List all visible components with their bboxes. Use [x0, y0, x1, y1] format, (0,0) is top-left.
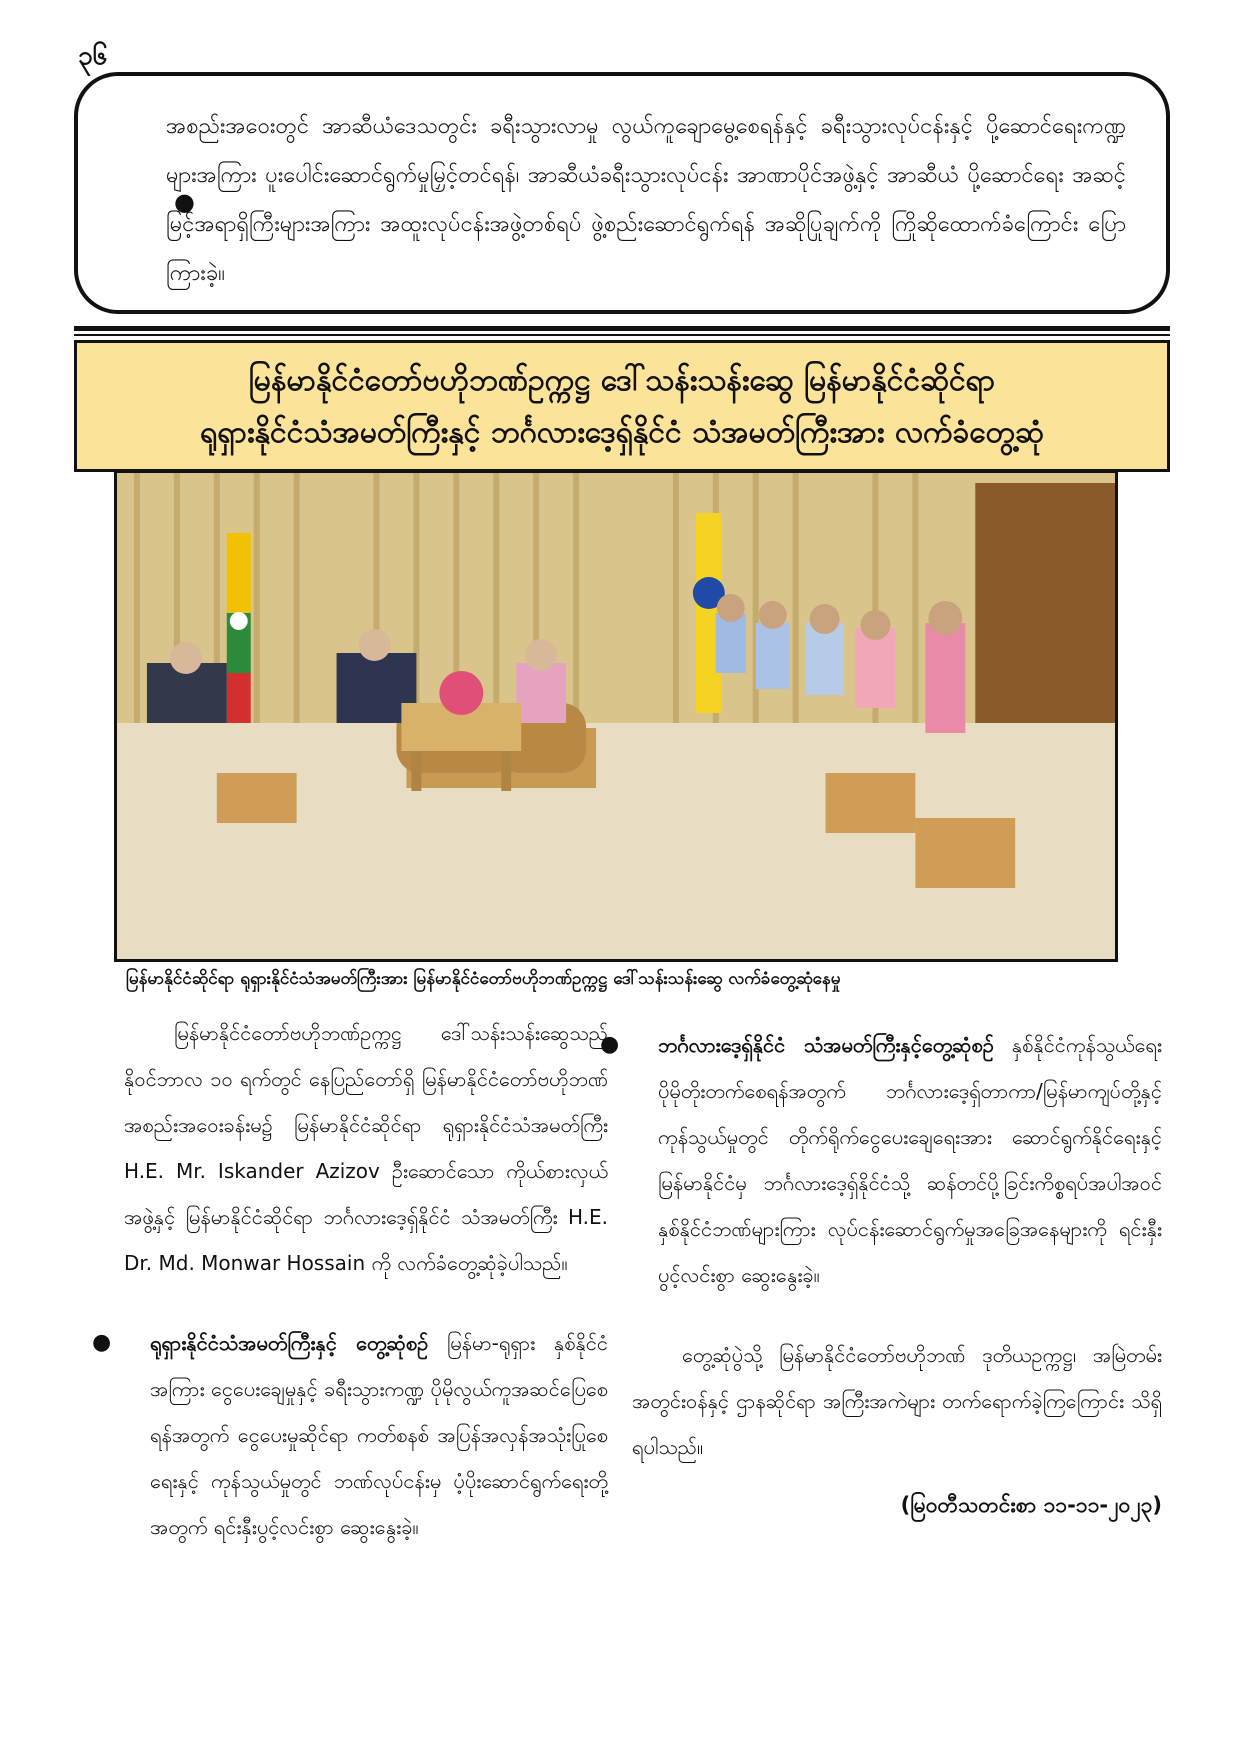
divider-line	[74, 326, 1170, 331]
bangladesh-meeting-item	[600, 1022, 1162, 1298]
russia-meeting-lead: ရုရှားနိုင်ငံသံအမတ်ကြီးနှင့် တွေ့ဆုံစဉ်	[150, 1331, 429, 1355]
summary-box	[74, 72, 1170, 314]
divider-line-thin	[74, 334, 1170, 336]
right-column	[600, 1022, 1162, 1528]
summary-text: အစည်းအဝေးတွင် အာဆီယံဒေသတွင်း ခရီးသွားလာမှု လွယ်ကူချောမွေ့စေရန်နှင့် ခရီးသွားလုပ်ငန်းနှင့် ပို့ဆောင်ရေးကဏ္ဍများအကြား ပူးပေါင်းဆောင်ရွက်မှုမြှင့်တင်ရန်၊ အာဆီယံခရီးသွားလုပ်ငန်း အာဏာပိုင်အဖွဲ့နှင့် အာဆီယံ ပို့ဆောင်ရေး အဆင့်မြင့်အရာရှိကြီးများအကြား အထူးလုပ်ငန်းအဖွဲ့တစ်ရပ် ဖွဲ့စည်းဆောင်ရွက်ရန် အဆိုပြုချက်ကို ကြိုဆိုထောက်ခံကြောင်း ပြောကြားခဲ့။	[166, 114, 1126, 286]
intro-paragraph: မြန်မာနိုင်ငံတော်ဗဟိုဘဏ်ဥက္ကဋ္ဌ ဒေါ်သန်းသန်းဆွေသည် နိုဝင်ဘာလ ၁၀ ရက်တွင် နေပြည်တော်ရှိ မြန်မာနိုင်ငံတော်ဗဟိုဘဏ် အစည်းအဝေးခန်းမ၌ မြန်မာနိုင်ငံဆိုင်ရာ ရုရှားနိုင်ငံသံအမတ်ကြီး H.E. Mr. Iskander Azizov ဦးဆောင်သော ကိုယ်စားလှယ်အဖွဲ့နှင့် မြန်မာနိုင်ငံဆိုင်ရာ ဘင်္ဂလားဒေ့ရှ်နိုင်ငံ သံအမတ်ကြီး H.E. Dr. Md. Monwar Hossain ကို လက်ခံတွေ့ဆုံခဲ့ပါသည်။	[124, 1021, 608, 1275]
bullet-dot: ●	[174, 188, 195, 216]
page-number: ၃၆	[78, 41, 108, 71]
left-column	[92, 1010, 608, 1550]
headline-line-2: ရုရှားနိုင်ငံသံအမတ်ကြီးနှင့် ဘင်္ဂလားဒေ့ရှ်နိုင်ငံ သံအမတ်ကြီးအား လက်ခံတွေ့ဆုံ	[200, 415, 1044, 450]
news-source: (မြဝတီသတင်းစာ ၁၁-၁၁-၂၀၂၃)	[900, 1493, 1162, 1517]
russia-meeting-item	[92, 1320, 608, 1550]
photo-caption: မြန်မာနိုင်ငံဆိုင်ရာ ရုရှားနိုင်ငံသံအမတ်ကြီးအား မြန်မာနိုင်ငံတော်ဗဟိုဘဏ်ဥက္ကဋ္ဌ ဒေါ်သန်းသန်းဆွေ လက်ခံတွေ့ဆုံနေမှု	[126, 969, 841, 989]
bangladesh-meeting-lead: ဘင်္ဂလားဒေ့ရှ်နိုင်ငံ သံအမတ်ကြီးနှင့်တွေ့ဆုံစဉ်	[658, 1033, 994, 1057]
meeting-photo	[114, 470, 1118, 962]
bullet-dot: ●	[600, 1032, 620, 1057]
meeting-room-illustration	[117, 473, 1115, 959]
bangladesh-meeting-text: နှစ်နိုင်ငံကုန်သွယ်ရေး ပိုမိုတိုးတက်စေရန်အတွက် ဘင်္ဂလားဒေ့ရှ်တာကာ/မြန်မာကျပ်တို့နှင့် ကုန်သွယ်မှုတွင် တိုက်ရိုက်ငွေပေးချေရေးအား ဆောင်ရွက်နိုင်ရေးနှင့် မြန်မာနိုင်ငံမှ ဘင်္ဂလားဒေ့ရှ်နိုင်ငံသို့ ဆန်တင်ပို့ခြင်းကိစ္စရပ်အပါအဝင် နှစ်နိုင်ငံဘဏ်များကြား လုပ်ငန်းဆောင်ရွက်မှုအခြေအနေများကို ရင်းနှီးပွင့်လင်းစွာ ဆွေးနွေးခဲ့။	[658, 1033, 1162, 1287]
russia-meeting-text: မြန်မာ-ရုရှား နှစ်နိုင်ငံအကြား ငွေပေးချေမှုနှင့် ခရီးသွားကဏ္ဍ ပိုမိုလွယ်ကူအဆင်ပြေစေရန်အတွက် ငွေပေးမှုဆိုင်ရာ ကတ်စနစ် အပြန်အလှန်အသုံးပြုစေရေးနှင့် ကုန်သွယ်မှုတွင် ဘဏ်လုပ်ငန်းမှ ပံ့ပိုးဆောင်ရွက်ရေးတို့အတွက် ရင်းနှီးပွင့်လင်းစွာ ဆွေးနွေးခဲ့။	[150, 1331, 608, 1539]
article-headline	[74, 340, 1170, 472]
bullet-dot: ●	[92, 1330, 112, 1355]
headline-line-1: မြန်မာနိုင်ငံတော်ဗဟိုဘဏ်ဥက္ကဋ္ဌ ဒေါ်သန်းသန်းဆွေ မြန်မာနိုင်ငံဆိုင်ရာ	[248, 363, 996, 398]
closing-paragraph: တွေ့ဆုံပွဲသို့ မြန်မာနိုင်ငံတော်ဗဟိုဘဏ် ဒုတိယဥက္ကဋ္ဌ၊ အမြဲတမ်းအတွင်းဝန်နှင့် ဌာနဆိုင်ရာ အကြီးအကဲများ တက်ရောက်ခဲ့ကြကြောင်း သိရှိရပါသည်။	[632, 1343, 1162, 1459]
